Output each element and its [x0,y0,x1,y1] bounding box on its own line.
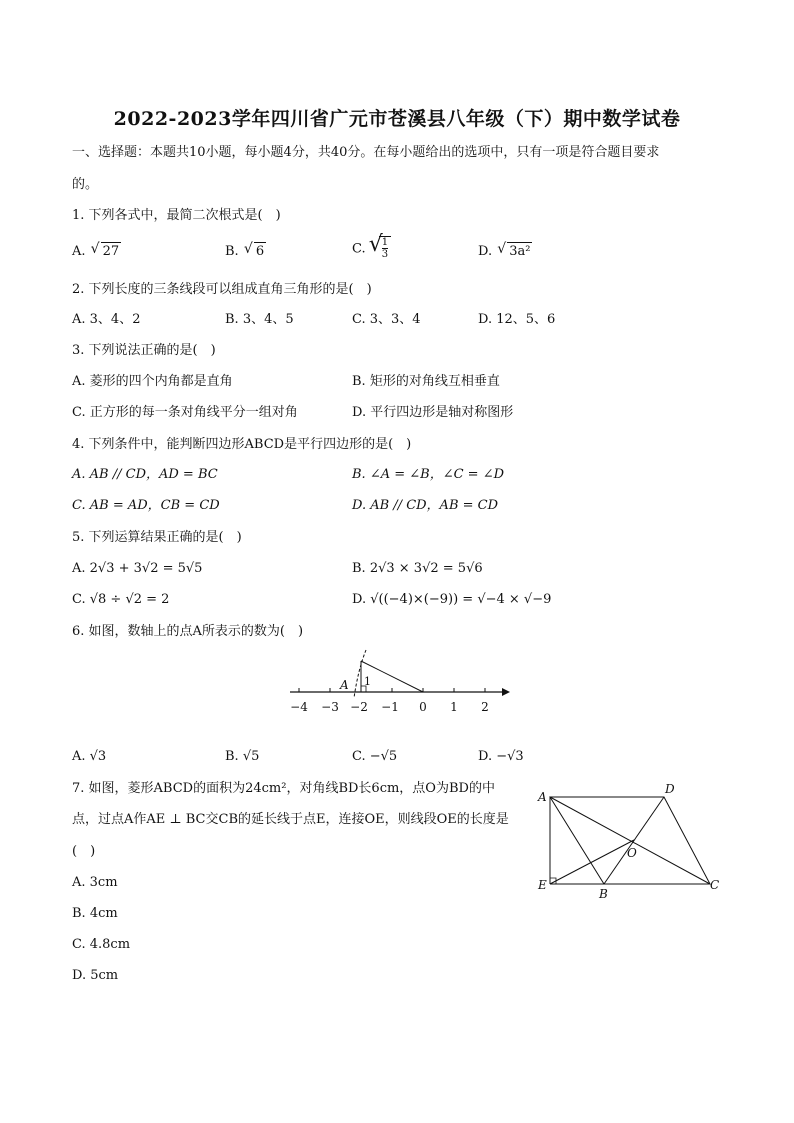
q4-option-d[interactable]: D. AB // CD，AB = CD [352,498,499,513]
point-a-label: A [340,678,349,692]
q3-option-a[interactable]: A. 菱形的四个内角都是直角 [72,374,233,389]
question-6-stem: 6. 如图，数轴上的点A所表示的数为( ) [72,624,304,639]
point-e-label: E [538,878,547,892]
option-expression: √((−4)×(−9)) = √−4 × √−9 [370,592,552,607]
tick-label: −4 [290,700,308,714]
q4-option-b[interactable]: B. ∠A = ∠B，∠C = ∠D [352,467,505,482]
q2-option-a[interactable]: A. 3、4、2 [72,312,141,327]
q5-option-b[interactable] [352,560,483,578]
axis-arrow-icon [502,688,510,696]
q5-option-d[interactable] [352,591,551,609]
q7-option-d[interactable]: D. 5cm [72,968,119,983]
q3-option-b[interactable]: B. 矩形的对角线互相垂直 [352,374,500,389]
number-line-figure [280,640,520,722]
option-expression: 2√3 + 3√2 = 5√5 [89,561,203,576]
option-expression: 2√3 × 3√2 = 5√6 [369,561,483,576]
segment-oe [550,840,634,884]
point-o-label: O [627,846,637,860]
q1-option-d[interactable] [478,242,532,261]
vertex-d-label: D [665,782,675,796]
q6-option-b[interactable]: B. √5 [225,749,260,764]
q4-option-c[interactable]: C. AB = AD，CB = CD [72,498,220,513]
question-3-stem: 3. 下列说法正确的是( ) [72,343,216,358]
page-title: 2022-2023学年四川省广元市苍溪县八年级（下）期中数学试卷 [113,108,681,130]
q1-option-a[interactable] [72,242,121,261]
question-1-stem: 1. 下列各式中，最简二次根式是( ) [72,208,281,223]
q7-option-b[interactable]: B. 4cm [72,906,118,921]
q2-option-d[interactable]: D. 12、5、6 [478,312,556,327]
option-label: C. [352,241,370,257]
option-label: B. [352,561,370,576]
q5-option-a[interactable] [72,560,202,578]
question-4-stem: 4. 下列条件中，能判断四边形ABCD是平行四边形的是( ) [72,437,412,452]
q6-option-a[interactable]: A. √3 [72,749,107,764]
tick-label: 1 [450,700,458,714]
question-2-stem: 2. 下列长度的三条线段可以组成直角三角形的是( ) [72,282,372,297]
radicand: 27 [102,244,120,259]
option-label: D. [478,244,497,259]
q7-option-a[interactable]: A. 3cm [72,875,118,890]
option-label: C. [72,592,90,607]
q2-option-b[interactable]: B. 3、4、5 [225,312,294,327]
q2-option-c[interactable]: C. 3、3、4 [352,312,421,327]
tick-label: −2 [350,700,368,714]
fraction-denominator: 3 [381,249,389,260]
vertex-a-label: A [538,790,547,804]
option-expression: √8 ÷ √2 = 2 [89,592,170,607]
option-label: D. [352,592,371,607]
tick-label: −3 [321,700,339,714]
radicand: 3a² [509,244,531,259]
fraction-numerator: √ 1 [381,237,389,248]
q1-option-c[interactable] [352,236,391,263]
q6-option-d[interactable]: D. −√3 [478,749,524,764]
question-5-stem: 5. 下列运算结果正确的是( ) [72,530,242,545]
section-heading-continued: 的。 [72,177,99,192]
tick-label: 2 [481,700,489,714]
q1-option-b[interactable] [225,242,266,261]
q3-option-d[interactable]: D. 平行四边形是轴对称图形 [352,405,514,420]
side-length-label: 1 [364,675,371,688]
q3-option-c[interactable]: C. 正方形的每一条对角线平分一组对角 [72,405,298,420]
tick-label: 0 [419,700,427,714]
tick-label: −1 [381,700,399,714]
q7-option-c[interactable]: C. 4.8cm [72,937,131,952]
vertex-b-label: B [599,887,608,901]
option-label: A. [72,244,90,259]
question-7-stem-line-3: ( ) [72,844,96,859]
q5-option-c[interactable] [72,591,169,609]
vertex-c-label: C [710,878,720,892]
option-label: A. [72,561,90,576]
question-7-stem-line-2: 点，过点A作AE ⊥ BC交CB的延长线于点E，连接OE，则线段OE的长度是 [72,812,509,827]
compass-arc [354,650,366,698]
rhombus-figure [532,780,732,905]
q4-option-a[interactable]: A. AB // CD，AD = BC [72,467,218,482]
option-label: B. [225,244,243,259]
q6-option-c[interactable]: C. −√5 [352,749,398,764]
radicand: 6 [255,244,265,259]
section-heading: 一、选择题：本题共10小题，每小题4分，共40分。在每小题给出的选项中，只有一项是符合题目要求 [72,145,660,160]
question-7-stem-line-1: 7. 如图，菱形ABCD的面积为24cm²，对角线BD长6cm，点O为BD的中 [72,781,495,796]
